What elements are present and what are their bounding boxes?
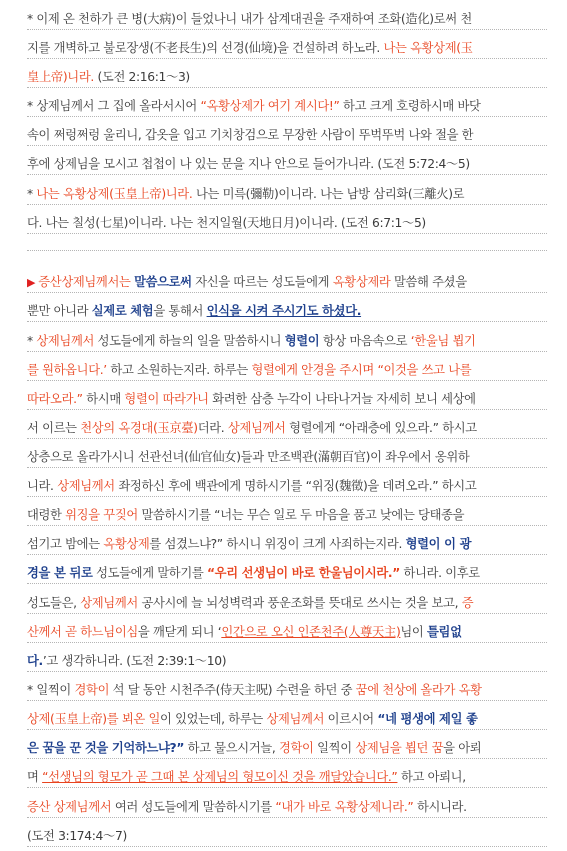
text-run: 님이 [400,625,428,639]
dotted-rule [27,58,547,59]
text-run: 뿐만 아니라 [27,304,92,318]
text-run: 위징을 꾸짖어 [65,508,138,522]
text-run: 를 원하옵니다.’ [27,363,107,377]
dotted-rule [27,613,547,614]
text-run: 더라. [197,421,228,435]
text-run: 하고 소원하는지라. 하루는 [106,363,252,377]
text-run: 하니라. 이후로 [399,566,480,580]
text-run: 증 [461,596,474,610]
text-run: 자신을 따르는 성도들에게 [191,275,333,289]
dotted-rule [27,351,547,352]
dotted-rule [27,729,547,730]
text-run: 하시니라. [413,800,467,814]
text-run: 옥황상제라 [332,275,391,289]
text-run: 증산상제님께서는 [38,275,131,289]
dotted-rule [27,145,547,146]
text-run: (도전 3:174:4～7) [27,829,127,843]
text-run: 말씀으로써 [134,275,192,289]
text-run: * [27,334,37,348]
dotted-rule [27,496,547,497]
text-run: 말씀하시기를 “너는 무슨 일로 두 마음을 품고 낮에는 당태종을 [137,508,465,522]
text-run: “내가 바로 옥황상제니라.” [275,800,414,814]
text-run: 를 섬겼느냐?” 하시니 위징이 크게 사죄하는지라. [149,537,406,551]
text-run: 을 아뢰 [443,741,482,755]
text-run: 상제님께서 [36,334,95,348]
text-run: 지를 개벽하고 불로장생(不老長生)의 선경(仙境)을 건설하려 하노라. [27,41,384,55]
text-run: * 일찍이 [27,683,75,697]
text-run: ’고 생각하니라. (도전 2:39:1～10) [42,654,227,668]
text-run: 나는 미륵(彌勒)이니라. 나는 남방 삼리화(三離火)로 [192,187,465,201]
dotted-rule [27,554,547,555]
text-run: 형렬이 [284,334,320,348]
text-run: 성도들에게 하늘의 일을 말씀하시니 [94,334,285,348]
text-run: 이르시어 [324,712,378,726]
text-run: 나는 옥황상제(玉 [383,41,473,55]
text-run: 경학이 [74,683,110,697]
text-run: 성도들은, [27,596,81,610]
text-run: “이것을 쓰고 나를 [377,363,472,377]
text-run: 상제님께서 [227,421,286,435]
text-run: 경학이 [279,741,314,755]
text-line [27,238,547,267]
text-run: 좌정하신 후에 백관에게 명하시기를 “위징(魏徵)을 데려오라.” 하시고 [114,479,477,493]
text-run: 형렬이 따라가니 [124,392,209,406]
dotted-rule [27,787,547,788]
text-run: 하고 크게 호령하시매 바닷 [339,99,481,113]
text-run: 하고 아뢰니, [397,770,466,784]
text-run: * 이제 온 천하가 큰 병(大病)이 들었나니 내가 삼계대권을 주재하여 조화(造化)로써 천 [27,12,472,26]
text-run: 석 달 동안 시천주주(侍天主呪) 수련을 하던 중 [109,683,356,697]
text-run: “옥황상제가 여기 계시다!” [200,99,340,113]
text-run: 인간으로 오신 인존천주(人尊天主) [221,625,401,639]
text-run: 따라오라.” [27,392,83,406]
text-run: 인식을 시켜 주시기도 하셨다. [206,304,362,318]
text-run: 은 꿈을 꾼 것을 기억하느냐?” [27,741,185,755]
text-run: 하고 물으시거늘, [184,741,279,755]
text-run: 옥황상제 [103,537,150,551]
text-run: (도전 2:16:1～3) [93,70,190,84]
text-run: 여러 성도들에게 말씀하시기를 [111,800,276,814]
dotted-rule [27,87,547,88]
text-run: 상제님께서 [57,479,115,493]
text-run: ▶ [27,276,39,289]
dotted-rule [27,174,547,175]
text-run: 皇上帝)니라. [27,70,94,84]
text-run: 화려한 삼층 누각이 나타나거늘 자세히 보니 세상에 [208,392,476,406]
text-run: 을 통해서 [153,304,207,318]
dotted-rule [27,671,547,672]
dotted-rule [27,29,547,30]
text-run: 이 있었는데, 하루는 [159,712,267,726]
dotted-rule [27,233,547,234]
dotted-rule [27,380,547,381]
text-run: 산께서 곧 하느님이심 [27,625,138,639]
text-run: 서 이르는 [27,421,81,435]
text-run: 상제(玉皇上帝)를 뵈온 일 [27,712,160,726]
text-run: 공사시에 늘 뇌성벽력과 풍운조화를 뜻대로 쓰시는 것을 보고, [137,596,462,610]
text-run: 형렬에게 안경을 주시며 [251,363,374,377]
text-run: 다. 나는 칠성(七星)이니라. 나는 천지일월(天地日月)이니라. (도전 6:7:1～5) [27,216,426,230]
text-run: “우리 선생님이 바로 한울님이시라.” [206,566,400,580]
text-run: 섬기고 밤에는 [27,537,104,551]
dotted-rule [27,250,547,251]
text-run: 속이 쩌렁쩌렁 울리니, 갑옷을 입고 기치창검으로 무장한 사람이 뚜벅뚜벅 나와 절을 한 [27,128,474,142]
dotted-rule [27,846,547,847]
text-run: ‘한울님 뵙기 [410,334,476,348]
dotted-rule [27,642,547,643]
text-run: * [27,187,37,201]
text-run: 꿈에 천상에 올라가 옥황 [355,683,482,697]
text-run: 증산 상제님께서 [27,800,112,814]
text-run: 경을 본 뒤로 [27,566,93,580]
text-run: 하시매 [82,392,125,406]
dotted-rule [27,204,547,205]
dotted-rule [27,525,547,526]
text-run: 다. [27,654,43,668]
text-run: 틀림없 [427,625,462,639]
dotted-rule [27,116,547,117]
text-run: 며 [27,770,43,784]
dotted-rule [27,292,547,293]
text-run: 나는 옥황상제(玉皇上帝)니라. [36,187,193,201]
text-run: 상제님을 뵙던 꿈 [355,741,444,755]
text-run: 상층으로 올라가시니 선관선녀(仙官仙女)들과 만조백관(滿朝百官)이 좌우에서 옹위하 [27,450,470,464]
dotted-rule [27,409,547,410]
text-run: 항상 마음속으로 [319,334,411,348]
text-run: 후에 상제님을 모시고 첩첩이 나 있는 문을 지나 안으로 들어가니라. (도전 5:72:4～5) [27,157,470,171]
dotted-rule [27,758,547,759]
dotted-rule [27,467,547,468]
text-run: 실제로 체험 [91,304,154,318]
text-run: 형렬에게 “아래층에 있으라.” 하시고 [285,421,477,435]
text-run: 일찍이 [313,741,356,755]
text-run: 니라. [27,479,58,493]
text-run: 상제님께서 [80,596,138,610]
text-run: 상제님께서 [266,712,325,726]
dotted-rule [27,583,547,584]
dotted-rule [27,817,547,818]
text-run: 형렬이 이 광 [405,537,472,551]
text-run: 천상의 옥경대(玉京臺) [80,421,198,435]
text-run: * 상제님께서 그 집에 올라서시어 [27,99,201,113]
dotted-rule [27,700,547,701]
text-run: 말씀해 주셨을 [390,275,467,289]
text-run: 성도들에게 말하기를 [92,566,207,580]
dotted-rule [27,438,547,439]
dotted-rule [27,321,547,322]
text-run: “네 평생에 제일 좋 [377,712,478,726]
text-run: “선생님의 형모가 곧 그때 본 상제님의 형모이신 것을 깨달았습니다.” [42,770,398,784]
text-run: 을 깨닫게 되니 ‘ [137,625,222,639]
text-run: 대령한 [27,508,66,522]
